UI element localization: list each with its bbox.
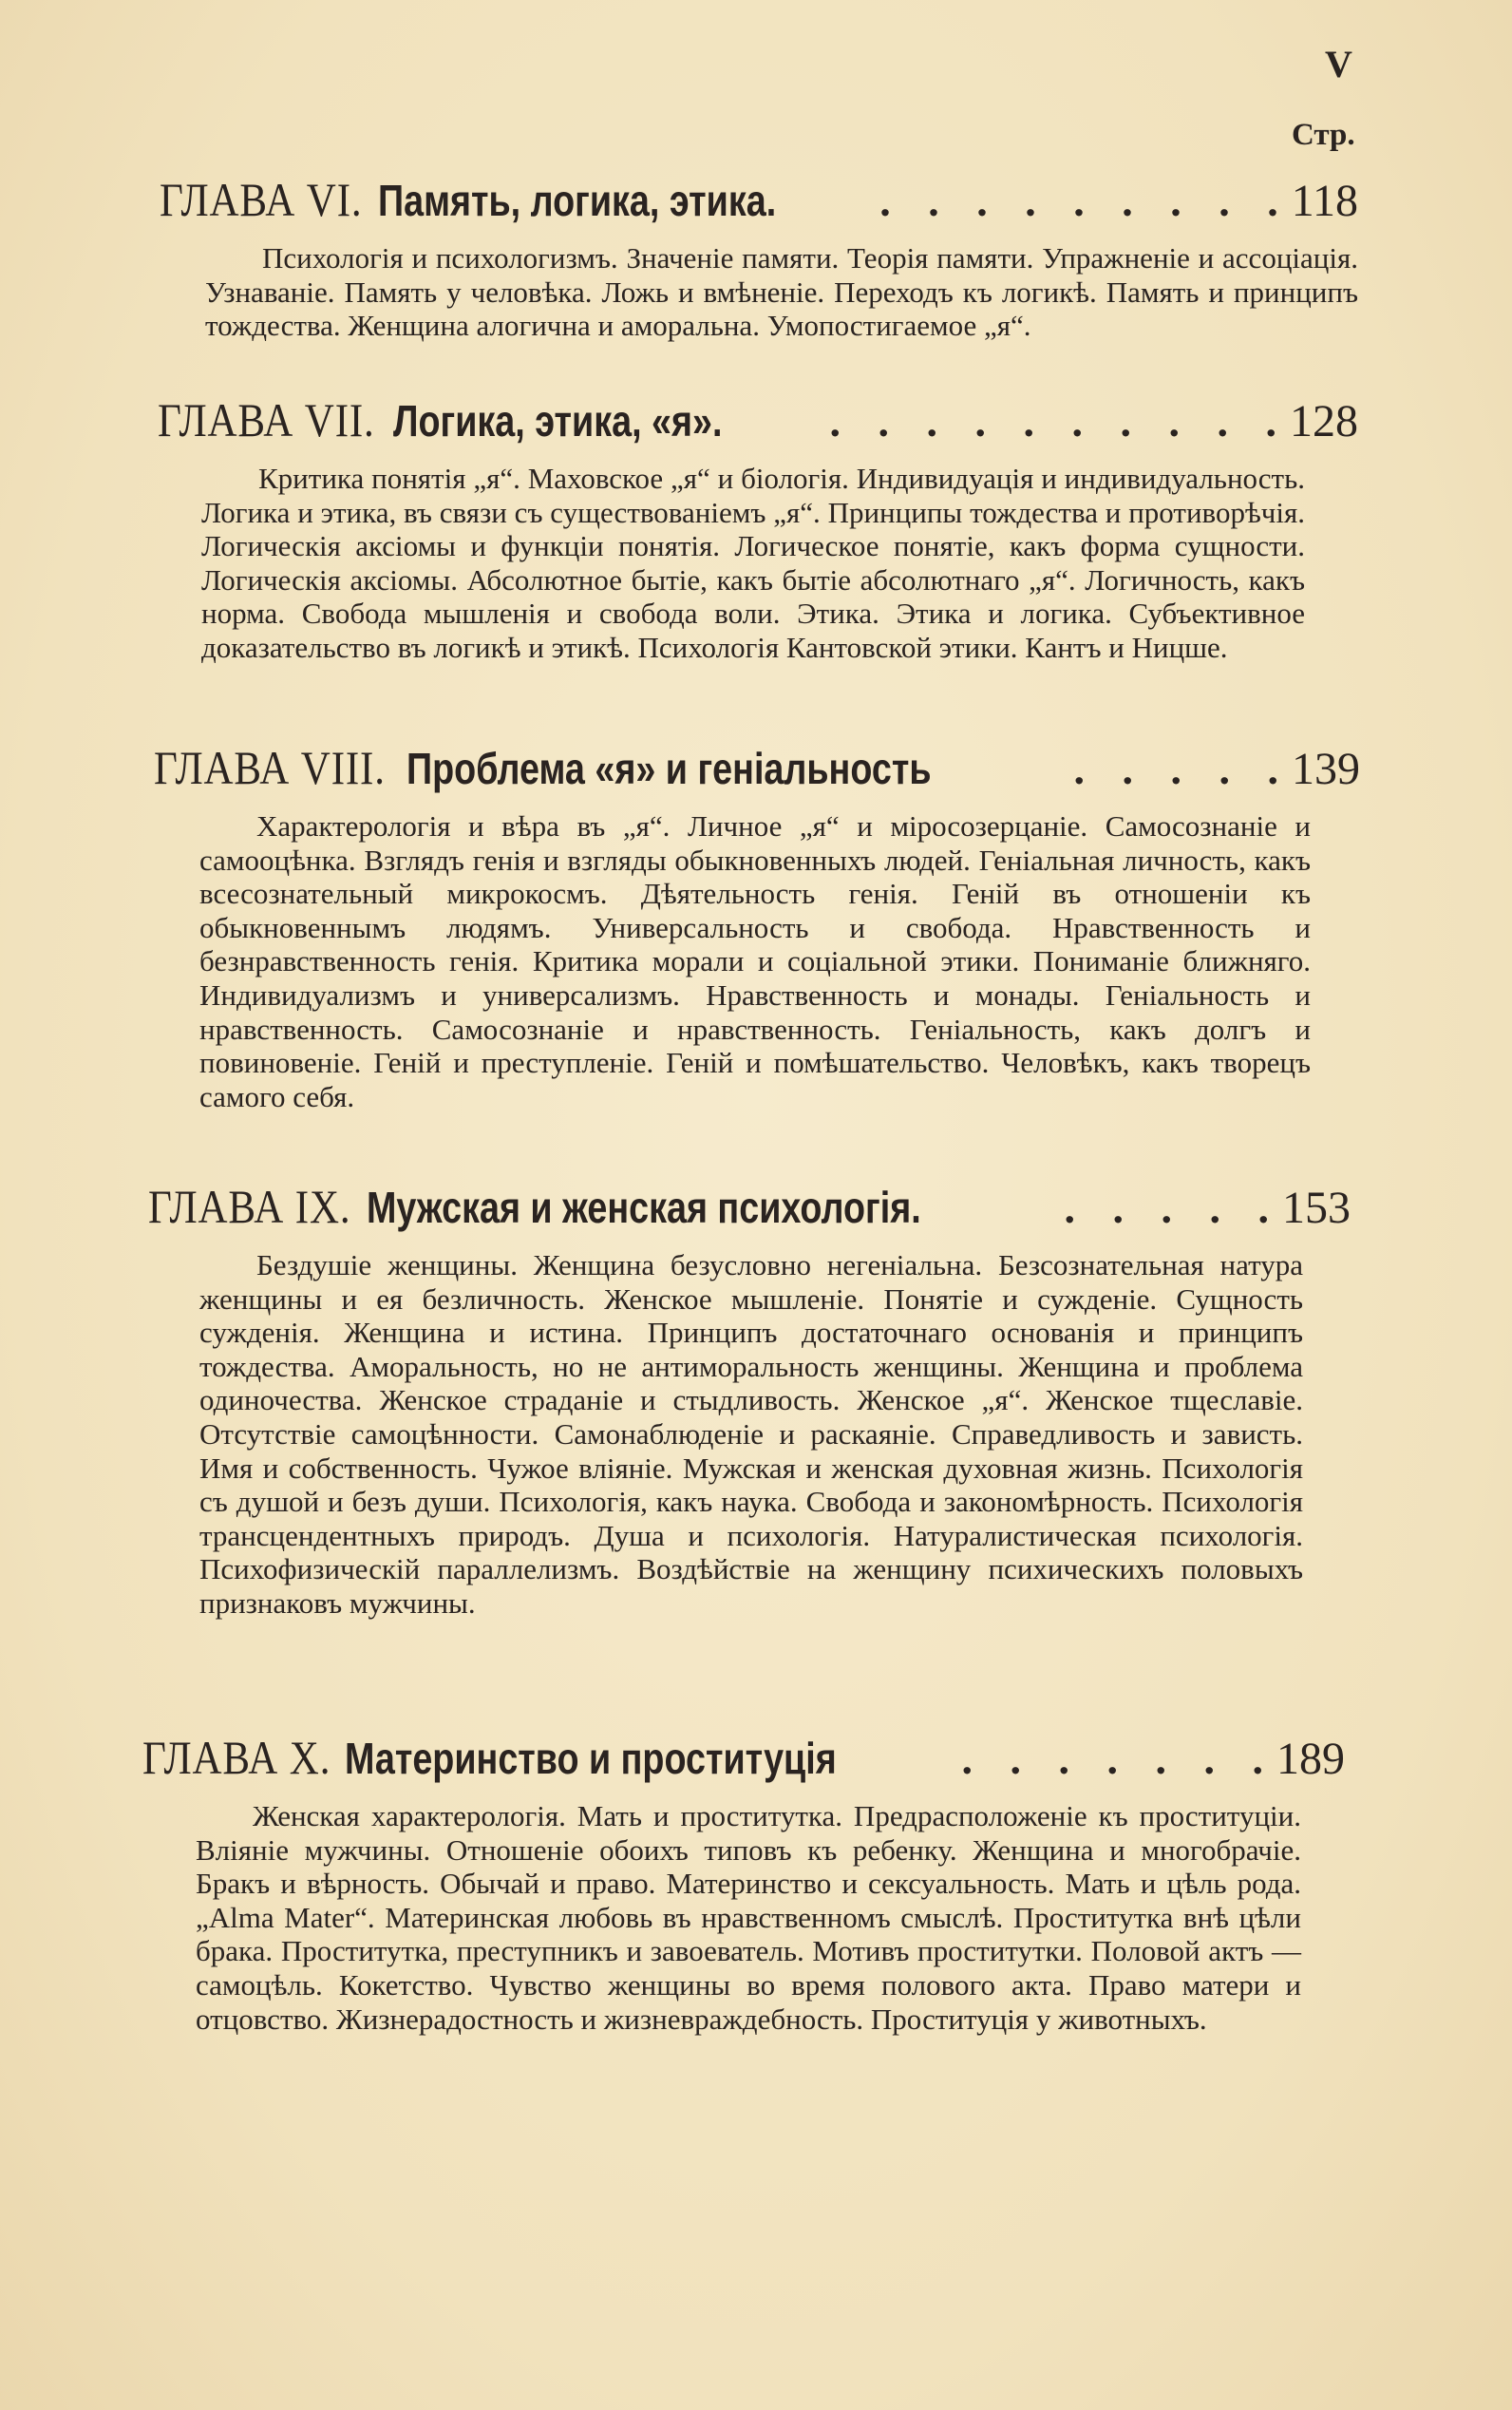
chapter-heading (158, 391, 1358, 450)
chapter-label: ГЛАВА X. (142, 1731, 331, 1784)
dot-leader: . . . . . . . (961, 1735, 1276, 1783)
chapter-page-number: 153 (1282, 1183, 1351, 1233)
dot-leader: . . . . . . . . . (879, 177, 1292, 225)
dot-leader: . . . . . (1064, 1184, 1282, 1232)
chapter-page-number: 189 (1276, 1734, 1345, 1784)
chapter-7 (158, 391, 1358, 665)
chapter-label: ГЛАВА VII. (158, 393, 375, 446)
chapter-page-number: 128 (1290, 396, 1358, 446)
chapter-title: Проблема «я» и геніальность (406, 744, 932, 793)
chapter-page-number: 139 (1292, 744, 1360, 794)
chapter-title: Мужская и женская психологія. (367, 1183, 921, 1232)
dot-leader: . . . . . . . . . . (829, 397, 1290, 446)
chapter-heading (148, 1178, 1351, 1237)
chapter-heading (142, 1729, 1345, 1788)
chapter-10 (142, 1729, 1345, 2036)
chapter-summary: Критика понятія „я“. Маховское „я“ и біологія. Индивидуація и индивидуальность. Логика и этика, въ связи съ существованіемъ „я“. Принципы тождества и противорѣчія. Логическія аксіомы и функціи понятія. Логическое понятіе, какъ форма сущности. Логическія аксіомы. Абсолютное бытіе, какъ бытіе абсолютнаго „я“. Логичность, какъ норма. Свобода мышленія и свобода воли. Этика. Этика и логика. Субъективное доказательство въ логикѣ и этикѣ. Психологія Кантовской этики. Кантъ и Ницше. (201, 462, 1305, 664)
dot-leader: . . . . . (1073, 745, 1292, 793)
chapter-label: ГЛАВА VI. (160, 173, 363, 226)
chapter-summary: Бездушіе женщины. Женщина безусловно негеніальна. Безсознательная натура женщины и ея безличность. Женское мышленіе. Понятіе и сужденіе. Сущность сужденія. Женщина и истина. Принципъ достаточнаго основанія и принципъ тождества. Аморальность, но не антиморальность женщины. Женщина и проблема одиночества. Женское страданіе и стыдливость. Женское „я“. Женское тщеславіе. Отсутствіе самоцѣнности. Самонаблюденіе и раскаяніе. Справедливость и зависть. Имя и собственность. Чужое вліяніе. Мужская и женская духовная жизнь. Психологія съ душой и безъ души. Психологія, какъ наука. Свобода и закономѣрность. Психологія трансцендентныхъ природъ. Душа и психологія. Натуралистическая психологія. Психофизическій параллелизмъ. Воздѣйствіе на женщину психическихъ половыхъ признаковъ мужчины. (199, 1248, 1303, 1620)
chapter-heading (154, 739, 1360, 798)
chapter-9 (148, 1178, 1351, 1621)
page-number: V (1325, 43, 1352, 85)
chapter-6 (160, 171, 1358, 343)
chapter-label: ГЛАВА IX. (148, 1180, 351, 1233)
chapter-summary: Характерологія и вѣра въ „я“. Личное „я“ и міросозерцаніе. Самосознаніе и самооцѣнка. Взглядъ генія и взгляды обыкновенныхъ людей. Геніальная личность, какъ всесознательный микрокосмъ. Дѣятельность генія. Геній въ отношеніи къ обыкновеннымъ людямъ. Универсальность и свобода. Нравственность и безнравственность генія. Критика морали и соціальной этики. Пониманіе ближняго. Индивидуализмъ и универсализмъ. Нравственность и монады. Геніальность и нравственность. Самосознаніе и нравственность. Геніальность, какъ долгъ и повиновеніе. Геній и преступленіе. Геній и помѣшательство. Человѣкъ, какъ творецъ самого себя. (199, 809, 1311, 1113)
chapter-label: ГЛАВА VIII. (154, 741, 386, 794)
chapter-8 (154, 739, 1360, 1113)
chapter-summary: Психологія и психологизмъ. Значеніе памяти. Теорія памяти. Упражненіе и ассоціація. Узнаваніе. Память у человѣка. Ложь и вмѣненіе. Переходъ къ логикѣ. Память и принципъ тождества. Женщина алогична и аморальна. Умопостигаемое „я“. (205, 241, 1358, 343)
page-column-label: Стр. (1292, 118, 1355, 152)
chapter-title: Память, логика, этика. (378, 176, 777, 225)
chapter-heading (160, 171, 1358, 230)
chapter-title: Материнство и проституція (344, 1734, 837, 1783)
chapter-summary: Женская характерологія. Мать и проститутка. Предрасположеніе къ проституціи. Вліяніе мужчины. Отношеніе обоихъ типовъ къ ребенку. Женщина и многобрачіе. Бракъ и вѣрность. Обычай и право. Материнство и сексуальность. Мать и цѣль рода. „Alma Mater“. Материнская любовь въ нравственномъ смыслѣ. Проститутка внѣ цѣли брака. Проститутка, преступникъ и завоеватель. Мотивъ проститутки. Половой актъ — самоцѣль. Кокетство. Чувство женщины во время полового акта. Право матери и отцовство. Жизнерадостность и жизневраждебность. Проституція у животныхъ. (196, 1799, 1301, 2036)
chapter-title: Логика, этика, «я». (392, 396, 723, 446)
chapter-page-number: 118 (1291, 176, 1358, 226)
